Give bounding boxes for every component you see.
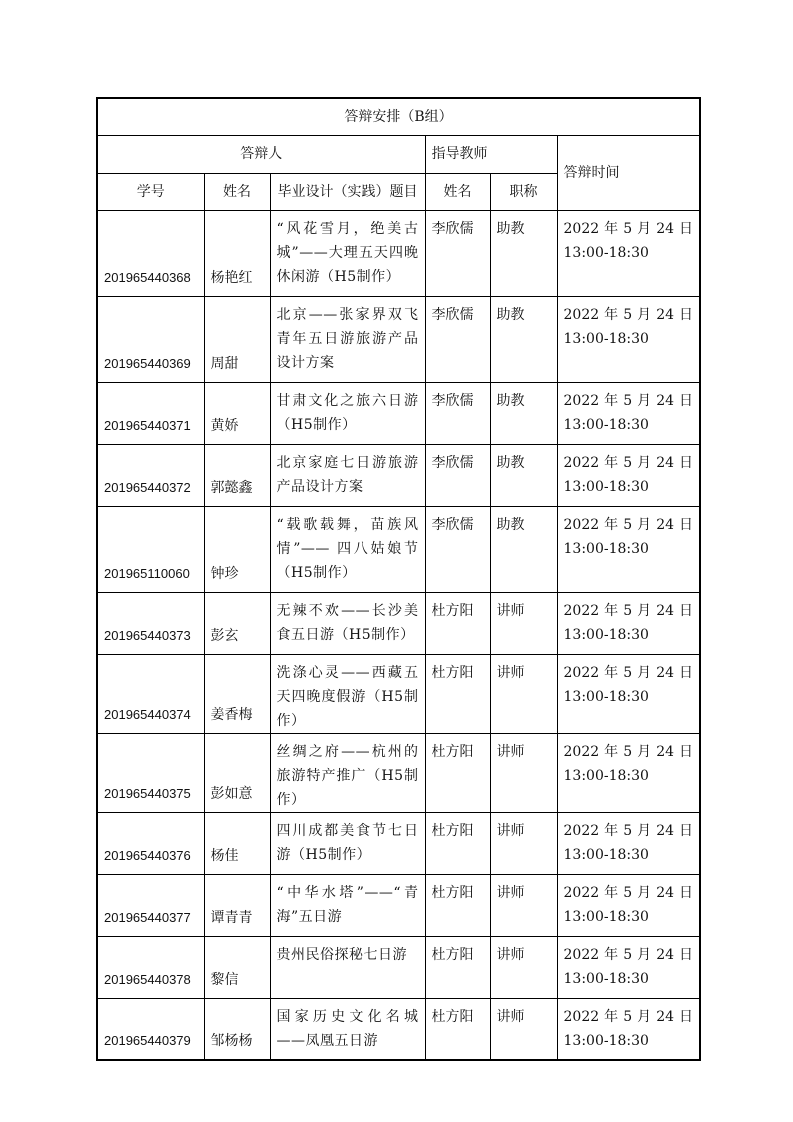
thesis-topic: “中华水塔”——“青海”五日游 — [270, 874, 425, 936]
date-part: 月 — [637, 664, 652, 681]
date-part: 24 — [656, 884, 675, 901]
defense-time — [557, 654, 700, 733]
defense-time-range: 13:00-18:30 — [563, 626, 649, 643]
date-part: 24 — [656, 743, 675, 760]
date-part: 日 — [679, 602, 694, 619]
advisor-name: 李欣儒 — [425, 210, 490, 296]
date-part: 2022 — [563, 454, 600, 471]
date-part: 日 — [679, 392, 694, 409]
defense-date — [564, 1005, 694, 1029]
date-part: 5 — [623, 946, 633, 963]
date-part: 24 — [656, 946, 675, 963]
header-advisor-title: 职称 — [490, 173, 557, 210]
date-part: 2022 — [563, 946, 600, 963]
defense-date — [564, 389, 694, 413]
date-part: 日 — [679, 743, 694, 760]
defense-date — [564, 217, 694, 241]
student-id: 201965440374 — [97, 654, 204, 733]
thesis-topic: 洗涤心灵——西藏五天四晚度假游（H5制作） — [270, 654, 425, 733]
defense-date — [564, 451, 694, 475]
header-student-name: 姓名 — [204, 173, 270, 210]
student-name: 杨艳红 — [204, 210, 270, 296]
date-part: 5 — [623, 1008, 633, 1025]
thesis-topic: 丝绸之府——杭州的旅游特产推广（H5制作） — [270, 733, 425, 812]
defense-time — [557, 812, 700, 874]
defense-time-range: 13:00-18:30 — [563, 540, 649, 557]
defense-time — [557, 998, 700, 1060]
advisor-title: 助教 — [490, 296, 557, 382]
date-part: 2022 — [563, 1008, 600, 1025]
date-part: 2022 — [563, 392, 600, 409]
header-respondent: 答辩人 — [97, 135, 425, 173]
date-part: 月 — [637, 516, 652, 533]
advisor-title: 助教 — [490, 382, 557, 444]
thesis-topic: 贵州民俗探秘七日游 — [270, 936, 425, 998]
defense-date — [564, 819, 694, 843]
defense-time-range: 13:00-18:30 — [563, 416, 649, 433]
table-row — [97, 382, 700, 444]
defense-time — [557, 444, 700, 506]
date-part: 日 — [679, 822, 694, 839]
date-part: 年 — [604, 306, 619, 323]
date-part: 月 — [637, 220, 652, 237]
date-part: 月 — [637, 1008, 652, 1025]
date-part: 24 — [656, 454, 675, 471]
advisor-name: 杜方阳 — [425, 812, 490, 874]
date-part: 2022 — [563, 884, 600, 901]
date-part: 月 — [637, 602, 652, 619]
defense-date — [564, 881, 694, 905]
advisor-name: 李欣儒 — [425, 444, 490, 506]
table-row — [97, 654, 700, 733]
thesis-topic: 北京家庭七日游旅游产品设计方案 — [270, 444, 425, 506]
date-part: 年 — [604, 822, 619, 839]
student-name: 钟珍 — [204, 506, 270, 592]
defense-time-range: 13:00-18:30 — [563, 846, 649, 863]
defense-time-range: 13:00-18:30 — [563, 767, 649, 784]
date-part: 24 — [656, 220, 675, 237]
defense-time — [557, 733, 700, 812]
student-name: 黄娇 — [204, 382, 270, 444]
table-row — [97, 444, 700, 506]
defense-time — [557, 382, 700, 444]
date-part: 日 — [679, 946, 694, 963]
table-row — [97, 998, 700, 1060]
date-part: 24 — [656, 306, 675, 323]
student-name: 黎信 — [204, 936, 270, 998]
student-name: 邹杨杨 — [204, 998, 270, 1060]
defense-time — [557, 506, 700, 592]
defense-time-range: 13:00-18:30 — [563, 970, 649, 987]
defense-time — [557, 936, 700, 998]
date-part: 日 — [679, 220, 694, 237]
date-part: 5 — [623, 220, 633, 237]
header-advisor-name: 姓名 — [425, 173, 490, 210]
date-part: 年 — [604, 946, 619, 963]
date-part: 2022 — [563, 822, 600, 839]
advisor-title: 讲师 — [490, 998, 557, 1060]
thesis-topic: 四川成都美食节七日游（H5制作） — [270, 812, 425, 874]
date-part: 24 — [656, 602, 675, 619]
student-id: 201965440377 — [97, 874, 204, 936]
header-advisor: 指导教师 — [425, 135, 557, 173]
date-part: 年 — [604, 743, 619, 760]
date-part: 24 — [656, 392, 675, 409]
thesis-topic: 无辣不欢——长沙美食五日游（H5制作） — [270, 592, 425, 654]
advisor-title: 助教 — [490, 444, 557, 506]
advisor-name: 李欣儒 — [425, 506, 490, 592]
date-part: 日 — [679, 1008, 694, 1025]
header-student-id: 学号 — [97, 173, 204, 210]
student-name: 周甜 — [204, 296, 270, 382]
advisor-name: 李欣儒 — [425, 296, 490, 382]
date-part: 日 — [679, 516, 694, 533]
date-part: 日 — [679, 306, 694, 323]
student-id: 201965440371 — [97, 382, 204, 444]
student-id: 201965440372 — [97, 444, 204, 506]
defense-time — [557, 592, 700, 654]
date-part: 月 — [637, 946, 652, 963]
date-part: 5 — [623, 516, 633, 533]
defense-time — [557, 210, 700, 296]
advisor-name: 杜方阳 — [425, 998, 490, 1060]
defense-schedule-table — [96, 97, 701, 1061]
thesis-topic: “风花雪月，绝美古城”——大理五天四晚休闲游（H5制作） — [270, 210, 425, 296]
date-part: 5 — [623, 392, 633, 409]
defense-date — [564, 303, 694, 327]
defense-time-range: 13:00-18:30 — [563, 908, 649, 925]
date-part: 24 — [656, 516, 675, 533]
student-name: 杨佳 — [204, 812, 270, 874]
table-row — [97, 874, 700, 936]
date-part: 2022 — [563, 743, 600, 760]
student-name: 姜香梅 — [204, 654, 270, 733]
table-row — [97, 210, 700, 296]
student-id: 201965440379 — [97, 998, 204, 1060]
advisor-name: 李欣儒 — [425, 382, 490, 444]
defense-time — [557, 296, 700, 382]
date-part: 日 — [679, 454, 694, 471]
date-part: 5 — [623, 884, 633, 901]
advisor-title: 讲师 — [490, 874, 557, 936]
student-id: 201965440378 — [97, 936, 204, 998]
table-row — [97, 936, 700, 998]
defense-time-range: 13:00-18:30 — [563, 244, 649, 261]
advisor-title: 讲师 — [490, 592, 557, 654]
date-part: 年 — [604, 392, 619, 409]
defense-time-range: 13:00-18:30 — [563, 688, 649, 705]
date-part: 年 — [604, 516, 619, 533]
student-name: 郭懿鑫 — [204, 444, 270, 506]
thesis-topic: 甘肃文化之旅六日游（H5制作） — [270, 382, 425, 444]
defense-time-range: 13:00-18:30 — [563, 1032, 649, 1049]
date-part: 2022 — [563, 306, 600, 323]
student-name: 彭玄 — [204, 592, 270, 654]
student-id: 201965440375 — [97, 733, 204, 812]
date-part: 年 — [604, 664, 619, 681]
defense-date — [564, 513, 694, 537]
student-name: 谭青青 — [204, 874, 270, 936]
defense-date — [564, 943, 694, 967]
date-part: 5 — [623, 454, 633, 471]
student-id: 201965440373 — [97, 592, 204, 654]
date-part: 月 — [637, 822, 652, 839]
header-time: 答辩时间 — [557, 135, 700, 210]
student-id: 201965440376 — [97, 812, 204, 874]
date-part: 5 — [623, 602, 633, 619]
date-part: 月 — [637, 454, 652, 471]
date-part: 24 — [656, 822, 675, 839]
date-part: 月 — [637, 884, 652, 901]
date-part: 月 — [637, 743, 652, 760]
student-name: 彭如意 — [204, 733, 270, 812]
date-part: 24 — [656, 664, 675, 681]
defense-date — [564, 740, 694, 764]
advisor-title: 讲师 — [490, 812, 557, 874]
advisor-name: 杜方阳 — [425, 654, 490, 733]
date-part: 2022 — [563, 516, 600, 533]
advisor-title: 助教 — [490, 210, 557, 296]
date-part: 月 — [637, 392, 652, 409]
advisor-title: 讲师 — [490, 733, 557, 812]
table-caption: 答辩安排（B组） — [97, 98, 700, 135]
date-part: 2022 — [563, 602, 600, 619]
advisor-name: 杜方阳 — [425, 733, 490, 812]
thesis-topic: 北京——张家界双飞青年五日游旅游产品设计方案 — [270, 296, 425, 382]
table-row — [97, 733, 700, 812]
date-part: 年 — [604, 602, 619, 619]
date-part: 2022 — [563, 220, 600, 237]
student-id: 201965110060 — [97, 506, 204, 592]
date-part: 年 — [604, 1008, 619, 1025]
advisor-name: 杜方阳 — [425, 874, 490, 936]
table-row — [97, 592, 700, 654]
advisor-title: 讲师 — [490, 936, 557, 998]
defense-date — [564, 599, 694, 623]
date-part: 5 — [623, 743, 633, 760]
date-part: 月 — [637, 306, 652, 323]
date-part: 5 — [623, 822, 633, 839]
advisor-name: 杜方阳 — [425, 592, 490, 654]
advisor-title: 讲师 — [490, 654, 557, 733]
date-part: 5 — [623, 306, 633, 323]
advisor-title: 助教 — [490, 506, 557, 592]
date-part: 24 — [656, 1008, 675, 1025]
student-id: 201965440368 — [97, 210, 204, 296]
date-part: 年 — [604, 220, 619, 237]
date-part: 日 — [679, 664, 694, 681]
date-part: 2022 — [563, 664, 600, 681]
date-part: 年 — [604, 884, 619, 901]
thesis-topic: “载歌载舞，苗族风情”—— 四八姑娘节（H5制作） — [270, 506, 425, 592]
date-part: 年 — [604, 454, 619, 471]
date-part: 日 — [679, 884, 694, 901]
table-row — [97, 506, 700, 592]
student-id: 201965440369 — [97, 296, 204, 382]
defense-time-range: 13:00-18:30 — [563, 478, 649, 495]
thesis-topic: 国家历史文化名城——凤凰五日游 — [270, 998, 425, 1060]
table-row — [97, 812, 700, 874]
header-topic: 毕业设计（实践）题目 — [270, 173, 425, 210]
defense-time — [557, 874, 700, 936]
advisor-name: 杜方阳 — [425, 936, 490, 998]
date-part: 5 — [623, 664, 633, 681]
table-row — [97, 296, 700, 382]
defense-time-range: 13:00-18:30 — [563, 330, 649, 347]
defense-date — [564, 661, 694, 685]
